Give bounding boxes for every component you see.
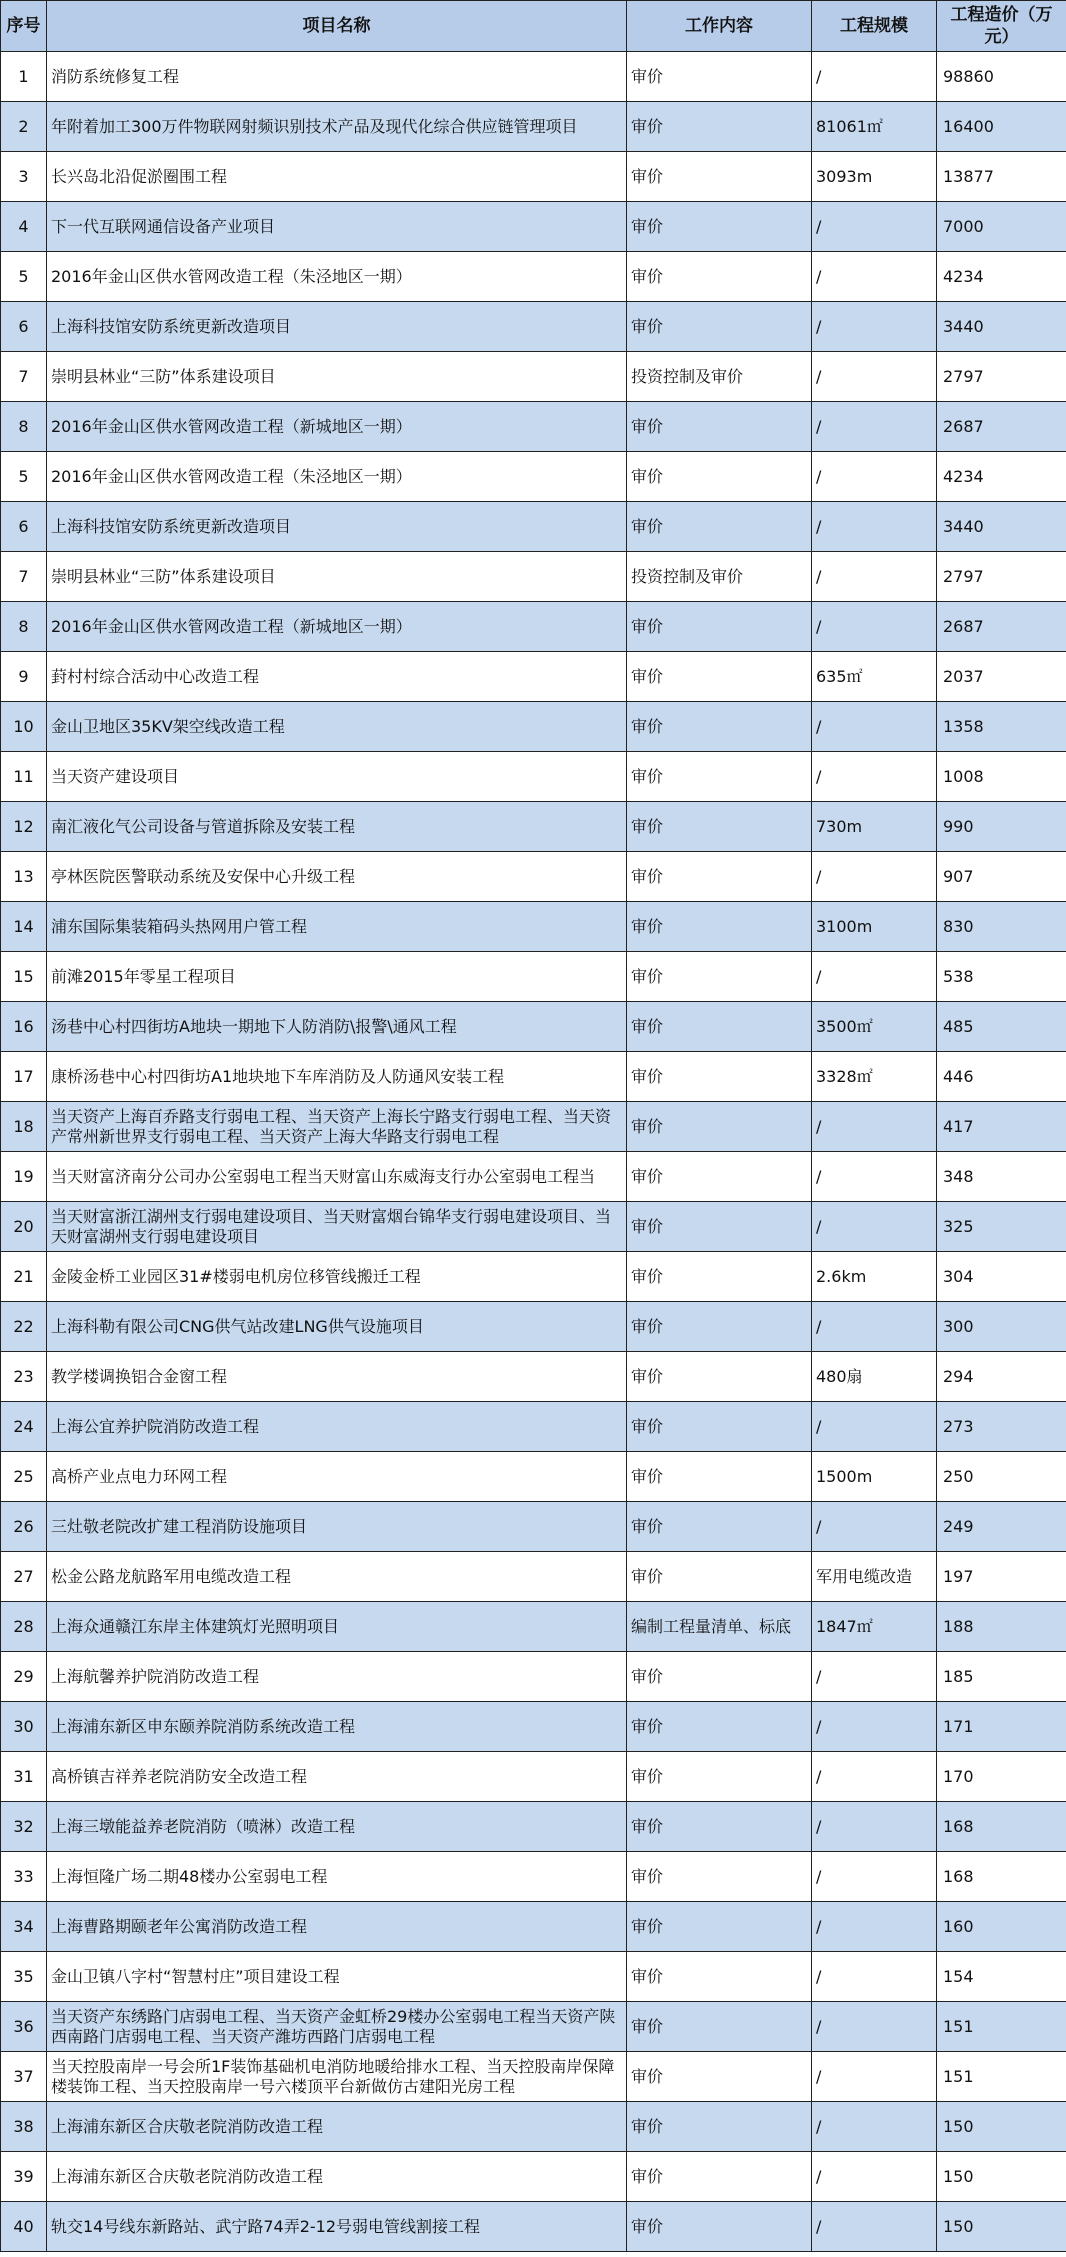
cell-scale: / xyxy=(812,1102,937,1152)
cell-name: 上海公宜养护院消防改造工程 xyxy=(47,1402,627,1452)
cell-cost: 3440 xyxy=(937,302,1066,352)
table-row xyxy=(1,1702,1066,1752)
cell-work: 审价 xyxy=(627,452,812,502)
table-row xyxy=(1,102,1066,152)
cell-work: 审价 xyxy=(627,602,812,652)
cell-scale: / xyxy=(812,502,937,552)
table-row xyxy=(1,452,1066,502)
cell-no: 39 xyxy=(1,2152,47,2202)
cell-no: 26 xyxy=(1,1502,47,1552)
cell-no: 1 xyxy=(1,52,47,102)
cell-scale: / xyxy=(812,1652,937,1702)
cell-scale: 730m xyxy=(812,802,937,852)
cell-name: 崇明县林业“三防”体系建设项目 xyxy=(47,552,627,602)
cell-work: 审价 xyxy=(627,152,812,202)
table-row xyxy=(1,1052,1066,1102)
cell-cost: 300 xyxy=(937,1302,1066,1352)
cell-scale: 3328㎡ xyxy=(812,1052,937,1102)
table-row xyxy=(1,602,1066,652)
cell-no: 8 xyxy=(1,602,47,652)
cell-cost: 3440 xyxy=(937,502,1066,552)
cell-no: 11 xyxy=(1,752,47,802)
table-row xyxy=(1,2052,1066,2102)
table-row xyxy=(1,902,1066,952)
cell-work: 审价 xyxy=(627,302,812,352)
cell-scale: 3100m xyxy=(812,902,937,952)
table-row xyxy=(1,1902,1066,1952)
cell-cost: 197 xyxy=(937,1552,1066,1602)
cell-work: 审价 xyxy=(627,1102,812,1152)
table-row xyxy=(1,252,1066,302)
table-row xyxy=(1,1452,1066,1502)
cell-scale: / xyxy=(812,2052,937,2102)
table-row xyxy=(1,2002,1066,2052)
table-row xyxy=(1,552,1066,602)
table-row xyxy=(1,1802,1066,1852)
cell-work: 编制工程量清单、标底 xyxy=(627,1602,812,1652)
table-row xyxy=(1,952,1066,1002)
cell-cost: 538 xyxy=(937,952,1066,1002)
cell-cost: 4234 xyxy=(937,252,1066,302)
cell-no: 34 xyxy=(1,1902,47,1952)
cell-name: 亭林医院医警联动系统及安保中心升级工程 xyxy=(47,852,627,902)
cell-scale: / xyxy=(812,1502,937,1552)
cell-scale: / xyxy=(812,1402,937,1452)
table-row xyxy=(1,1652,1066,1702)
cell-cost: 304 xyxy=(937,1252,1066,1302)
cell-name: 康桥汤巷中心村四街坊A1地块地下车库消防及人防通风安装工程 xyxy=(47,1052,627,1102)
table-row xyxy=(1,1302,1066,1352)
table-row xyxy=(1,152,1066,202)
cell-work: 审价 xyxy=(627,1752,812,1802)
header-name: 项目名称 xyxy=(47,1,627,52)
cell-scale: / xyxy=(812,1952,937,2002)
cell-no: 4 xyxy=(1,202,47,252)
cell-scale: 3500㎡ xyxy=(812,1002,937,1052)
cell-name: 崇明县林业“三防”体系建设项目 xyxy=(47,352,627,402)
cell-cost: 150 xyxy=(937,2102,1066,2152)
cell-work: 审价 xyxy=(627,802,812,852)
cell-work: 审价 xyxy=(627,1652,812,1702)
cell-cost: 98860 xyxy=(937,52,1066,102)
cell-scale: / xyxy=(812,302,937,352)
table-row xyxy=(1,1002,1066,1052)
table-row xyxy=(1,352,1066,402)
cell-cost: 168 xyxy=(937,1802,1066,1852)
cell-no: 12 xyxy=(1,802,47,852)
cell-scale: 480扇 xyxy=(812,1352,937,1402)
cell-no: 23 xyxy=(1,1352,47,1402)
cell-name: 当天资产建设项目 xyxy=(47,752,627,802)
cell-name: 教学楼调换铝合金窗工程 xyxy=(47,1352,627,1402)
cell-name: 下一代互联网通信设备产业项目 xyxy=(47,202,627,252)
cell-name: 上海航馨养护院消防改造工程 xyxy=(47,1652,627,1702)
cell-name: 金山卫镇八字村“智慧村庄”项目建设工程 xyxy=(47,1952,627,2002)
cell-name: 金山卫地区35KV架空线改造工程 xyxy=(47,702,627,752)
cell-no: 6 xyxy=(1,502,47,552)
table-row xyxy=(1,1502,1066,1552)
table-row xyxy=(1,302,1066,352)
cell-cost: 154 xyxy=(937,1952,1066,2002)
cell-name: 当天资产东绣路门店弱电工程、当天资产金虹桥29楼办公室弱电工程当天资产陕西南路门店弱电工程、当天资产潍坊西路门店弱电工程 xyxy=(47,2002,627,2052)
cell-name: 当天资产上海百乔路支行弱电工程、当天资产上海长宁路支行弱电工程、当天资产常州新世界支行弱电工程、当天资产上海大华路支行弱电工程 xyxy=(47,1102,627,1152)
cell-work: 审价 xyxy=(627,1702,812,1752)
cell-work: 审价 xyxy=(627,252,812,302)
cell-work: 审价 xyxy=(627,2102,812,2152)
cell-cost: 16400 xyxy=(937,102,1066,152)
table-header xyxy=(1,1,1066,52)
cell-work: 审价 xyxy=(627,2202,812,2252)
table-row xyxy=(1,1252,1066,1302)
cell-cost: 273 xyxy=(937,1402,1066,1452)
cell-scale: / xyxy=(812,1702,937,1752)
cell-scale: 1500m xyxy=(812,1452,937,1502)
cell-work: 审价 xyxy=(627,2002,812,2052)
cell-name: 葑村村综合活动中心改造工程 xyxy=(47,652,627,702)
table-row xyxy=(1,1602,1066,1652)
cell-work: 投资控制及审价 xyxy=(627,352,812,402)
cell-no: 38 xyxy=(1,2102,47,2152)
header-scale: 工程规模 xyxy=(812,1,937,52)
cell-no: 37 xyxy=(1,2052,47,2102)
cell-no: 20 xyxy=(1,1202,47,1252)
cell-work: 审价 xyxy=(627,1552,812,1602)
cell-work: 审价 xyxy=(627,102,812,152)
cell-name: 2016年金山区供水管网改造工程（新城地区一期） xyxy=(47,402,627,452)
cell-work: 审价 xyxy=(627,1852,812,1902)
cell-scale: / xyxy=(812,702,937,752)
cell-no: 16 xyxy=(1,1002,47,1052)
cell-work: 审价 xyxy=(627,1202,812,1252)
cell-no: 33 xyxy=(1,1852,47,1902)
cell-name: 年附着加工300万件物联网射频识别技术产品及现代化综合供应链管理项目 xyxy=(47,102,627,152)
cell-name: 当天财富济南分公司办公室弱电工程当天财富山东威海支行办公室弱电工程当 xyxy=(47,1152,627,1202)
cell-no: 3 xyxy=(1,152,47,202)
cell-cost: 151 xyxy=(937,2002,1066,2052)
cell-work: 审价 xyxy=(627,1452,812,1502)
cell-name: 上海科技馆安防系统更新改造项目 xyxy=(47,502,627,552)
table-row xyxy=(1,202,1066,252)
cell-scale: / xyxy=(812,552,937,602)
cell-name: 2016年金山区供水管网改造工程（新城地区一期） xyxy=(47,602,627,652)
table-row xyxy=(1,2102,1066,2152)
cell-cost: 151 xyxy=(937,2052,1066,2102)
cell-no: 8 xyxy=(1,402,47,452)
cell-cost: 250 xyxy=(937,1452,1066,1502)
cell-cost: 4234 xyxy=(937,452,1066,502)
table-row xyxy=(1,1552,1066,1602)
cell-no: 2 xyxy=(1,102,47,152)
table-row xyxy=(1,802,1066,852)
cell-work: 审价 xyxy=(627,902,812,952)
cell-name: 上海曹路期颐老年公寓消防改造工程 xyxy=(47,1902,627,1952)
cell-no: 7 xyxy=(1,552,47,602)
cell-scale: / xyxy=(812,252,937,302)
cell-cost: 2687 xyxy=(937,602,1066,652)
cell-scale: / xyxy=(812,752,937,802)
cell-cost: 2797 xyxy=(937,552,1066,602)
cell-name: 松金公路龙航路军用电缆改造工程 xyxy=(47,1552,627,1602)
cell-work: 审价 xyxy=(627,1502,812,1552)
cell-work: 审价 xyxy=(627,1052,812,1102)
cell-cost: 150 xyxy=(937,2202,1066,2252)
cell-no: 28 xyxy=(1,1602,47,1652)
cell-cost: 348 xyxy=(937,1152,1066,1202)
table-row xyxy=(1,1352,1066,1402)
table-row xyxy=(1,1202,1066,1252)
cell-work: 审价 xyxy=(627,1302,812,1352)
cell-cost: 170 xyxy=(937,1752,1066,1802)
cell-no: 15 xyxy=(1,952,47,1002)
cell-name: 高桥镇吉祥养老院消防安全改造工程 xyxy=(47,1752,627,1802)
cell-work: 审价 xyxy=(627,1402,812,1452)
cell-name: 上海科技馆安防系统更新改造项目 xyxy=(47,302,627,352)
header-cost: 工程造价（万元） xyxy=(937,1,1066,52)
cell-no: 27 xyxy=(1,1552,47,1602)
cell-cost: 2037 xyxy=(937,652,1066,702)
cell-name: 上海浦东新区申东颐养院消防系统改造工程 xyxy=(47,1702,627,1752)
cell-no: 7 xyxy=(1,352,47,402)
table-row xyxy=(1,1102,1066,1152)
table-row xyxy=(1,1752,1066,1802)
cell-cost: 417 xyxy=(937,1102,1066,1152)
cell-no: 19 xyxy=(1,1152,47,1202)
cell-no: 40 xyxy=(1,2202,47,2252)
cell-scale: 军用电缆改造 xyxy=(812,1552,937,1602)
cell-scale: / xyxy=(812,2102,937,2152)
cell-work: 投资控制及审价 xyxy=(627,552,812,602)
cell-cost: 485 xyxy=(937,1002,1066,1052)
cell-cost: 1358 xyxy=(937,702,1066,752)
table-row xyxy=(1,52,1066,102)
cell-work: 审价 xyxy=(627,1352,812,1402)
cell-work: 审价 xyxy=(627,852,812,902)
cell-cost: 171 xyxy=(937,1702,1066,1752)
cell-scale: / xyxy=(812,1902,937,1952)
cell-no: 14 xyxy=(1,902,47,952)
table-row xyxy=(1,652,1066,702)
table-body xyxy=(1,52,1066,2252)
cell-cost: 7000 xyxy=(937,202,1066,252)
cell-cost: 1008 xyxy=(937,752,1066,802)
cell-no: 30 xyxy=(1,1702,47,1752)
table-row xyxy=(1,402,1066,452)
cell-name: 当天控股南岸一号会所1F装饰基础机电消防地暖给排水工程、当天控股南岸保障楼装饰工程、当天控股南岸一号六楼顶平台新做仿古建阳光房工程 xyxy=(47,2052,627,2102)
cell-scale: / xyxy=(812,1202,937,1252)
cell-scale: / xyxy=(812,1302,937,1352)
cell-no: 13 xyxy=(1,852,47,902)
cell-no: 29 xyxy=(1,1652,47,1702)
cell-name: 高桥产业点电力环网工程 xyxy=(47,1452,627,1502)
cell-no: 31 xyxy=(1,1752,47,1802)
cell-cost: 325 xyxy=(937,1202,1066,1252)
cell-no: 22 xyxy=(1,1302,47,1352)
cell-cost: 188 xyxy=(937,1602,1066,1652)
header-work: 工作内容 xyxy=(627,1,812,52)
cell-work: 审价 xyxy=(627,752,812,802)
cell-name: 上海众通赣江东岸主体建筑灯光照明项目 xyxy=(47,1602,627,1652)
cell-work: 审价 xyxy=(627,952,812,1002)
cell-cost: 446 xyxy=(937,1052,1066,1102)
cell-cost: 168 xyxy=(937,1852,1066,1902)
cell-scale: / xyxy=(812,2202,937,2252)
cell-name: 上海浦东新区合庆敬老院消防改造工程 xyxy=(47,2152,627,2202)
cell-no: 10 xyxy=(1,702,47,752)
cell-name: 前滩2015年零星工程项目 xyxy=(47,952,627,1002)
cell-name: 上海三墩能益养老院消防（喷淋）改造工程 xyxy=(47,1802,627,1852)
cell-work: 审价 xyxy=(627,2152,812,2202)
cell-work: 审价 xyxy=(627,202,812,252)
cell-name: 上海恒隆广场二期48楼办公室弱电工程 xyxy=(47,1852,627,1902)
table-row xyxy=(1,2202,1066,2252)
table-row xyxy=(1,502,1066,552)
cell-cost: 830 xyxy=(937,902,1066,952)
cell-name: 金陵金桥工业园区31#楼弱电机房位移管线搬迁工程 xyxy=(47,1252,627,1302)
cell-no: 5 xyxy=(1,452,47,502)
cell-scale: 635㎡ xyxy=(812,652,937,702)
cell-scale: 81061㎡ xyxy=(812,102,937,152)
cell-no: 35 xyxy=(1,1952,47,2002)
cell-no: 36 xyxy=(1,2002,47,2052)
cell-scale: / xyxy=(812,1152,937,1202)
cell-work: 审价 xyxy=(627,1152,812,1202)
cell-work: 审价 xyxy=(627,1952,812,2002)
cell-scale: / xyxy=(812,1852,937,1902)
cell-no: 17 xyxy=(1,1052,47,1102)
cell-scale: / xyxy=(812,352,937,402)
cell-scale: / xyxy=(812,1802,937,1852)
cell-scale: 1847㎡ xyxy=(812,1602,937,1652)
cell-scale: / xyxy=(812,2002,937,2052)
cell-scale: / xyxy=(812,202,937,252)
cell-cost: 185 xyxy=(937,1652,1066,1702)
cell-scale: / xyxy=(812,952,937,1002)
cell-no: 6 xyxy=(1,302,47,352)
table-row xyxy=(1,2152,1066,2202)
cell-cost: 990 xyxy=(937,802,1066,852)
cell-name: 消防系统修复工程 xyxy=(47,52,627,102)
cell-name: 上海科勒有限公司CNG供气站改建LNG供气设施项目 xyxy=(47,1302,627,1352)
cell-scale: / xyxy=(812,402,937,452)
cell-work: 审价 xyxy=(627,402,812,452)
cell-no: 25 xyxy=(1,1452,47,1502)
table-row xyxy=(1,702,1066,752)
cell-cost: 907 xyxy=(937,852,1066,902)
cell-cost: 160 xyxy=(937,1902,1066,1952)
cell-work: 审价 xyxy=(627,702,812,752)
table-row xyxy=(1,1852,1066,1902)
cell-name: 长兴岛北沿促淤圈围工程 xyxy=(47,152,627,202)
cell-work: 审价 xyxy=(627,1002,812,1052)
cell-no: 9 xyxy=(1,652,47,702)
cell-cost: 249 xyxy=(937,1502,1066,1552)
cell-scale: 2.6km xyxy=(812,1252,937,1302)
cell-cost: 294 xyxy=(937,1352,1066,1402)
cell-scale: / xyxy=(812,852,937,902)
cell-name: 三灶敬老院改扩建工程消防设施项目 xyxy=(47,1502,627,1552)
cell-work: 审价 xyxy=(627,1902,812,1952)
cell-work: 审价 xyxy=(627,502,812,552)
cell-no: 18 xyxy=(1,1102,47,1152)
cell-name: 汤巷中心村四街坊A地块一期地下人防消防\报警\通风工程 xyxy=(47,1002,627,1052)
cell-name: 轨交14号线东新路站、武宁路74弄2-12号弱电管线割接工程 xyxy=(47,2202,627,2252)
cell-work: 审价 xyxy=(627,52,812,102)
cell-cost: 13877 xyxy=(937,152,1066,202)
table-row xyxy=(1,752,1066,802)
table-row xyxy=(1,1152,1066,1202)
cell-name: 南汇液化气公司设备与管道拆除及安装工程 xyxy=(47,802,627,852)
table-row xyxy=(1,1952,1066,2002)
cell-name: 2016年金山区供水管网改造工程（朱泾地区一期） xyxy=(47,252,627,302)
cell-no: 21 xyxy=(1,1252,47,1302)
cell-work: 审价 xyxy=(627,2052,812,2102)
cell-work: 审价 xyxy=(627,652,812,702)
cell-work: 审价 xyxy=(627,1252,812,1302)
cell-name: 2016年金山区供水管网改造工程（朱泾地区一期） xyxy=(47,452,627,502)
cell-cost: 2797 xyxy=(937,352,1066,402)
cell-name: 上海浦东新区合庆敬老院消防改造工程 xyxy=(47,2102,627,2152)
cell-name: 浦东国际集装箱码头热网用户管工程 xyxy=(47,902,627,952)
cell-cost: 150 xyxy=(937,2152,1066,2202)
cell-scale: / xyxy=(812,602,937,652)
cell-no: 5 xyxy=(1,252,47,302)
table-row xyxy=(1,1402,1066,1452)
cell-scale: / xyxy=(812,2152,937,2202)
cell-cost: 2687 xyxy=(937,402,1066,452)
cell-scale: / xyxy=(812,52,937,102)
cell-scale: 3093m xyxy=(812,152,937,202)
cell-scale: / xyxy=(812,452,937,502)
cell-scale: / xyxy=(812,1752,937,1802)
cell-no: 24 xyxy=(1,1402,47,1452)
table-row xyxy=(1,852,1066,902)
cell-no: 32 xyxy=(1,1802,47,1852)
cell-name: 当天财富浙江湖州支行弱电建设项目、当天财富烟台锦华支行弱电建设项目、当天财富湖州支行弱电建设项目 xyxy=(47,1202,627,1252)
header-no: 序号 xyxy=(1,1,47,52)
cell-work: 审价 xyxy=(627,1802,812,1852)
